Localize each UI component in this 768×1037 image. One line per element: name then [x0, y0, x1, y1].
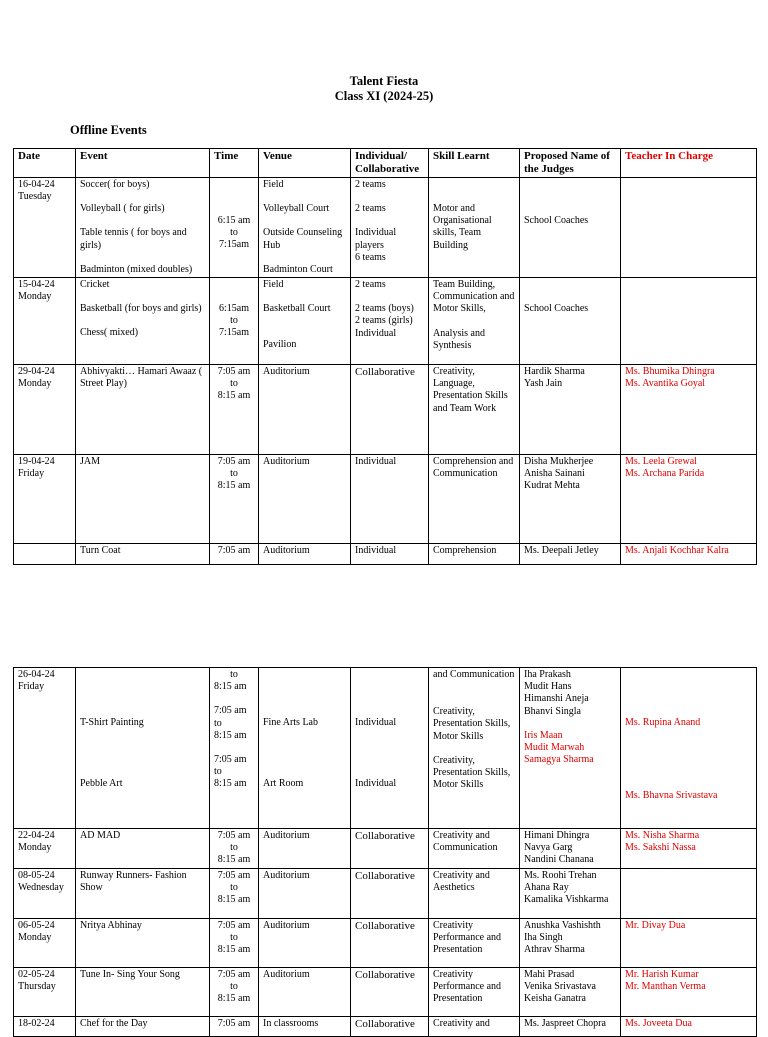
- venue: Fine Arts Lab: [263, 717, 318, 728]
- header-venue: Venue: [259, 149, 351, 178]
- venue: Basketball Court: [263, 303, 331, 315]
- time-cell: [210, 967, 259, 1016]
- judge: Iha Singh: [524, 931, 563, 943]
- type-cell: Collaborative: [351, 829, 429, 869]
- teacher-cell: [621, 829, 757, 869]
- judge: Samagya Sharma: [524, 754, 594, 766]
- events-table-page-1: [13, 148, 757, 565]
- venue-cell: [259, 178, 351, 278]
- skill-cell: Creativity and Communication: [429, 829, 520, 869]
- table-row: [14, 668, 757, 829]
- skill-cell: Creativity and: [429, 1016, 520, 1036]
- type-cell: Collaborative: [351, 967, 429, 1016]
- time-to: to: [230, 669, 238, 680]
- date: 29-04-24: [18, 366, 55, 378]
- time-start: 7:05 am: [217, 456, 251, 468]
- table-row: [14, 1016, 757, 1036]
- time-to: to: [230, 227, 238, 239]
- judges-cell: [520, 967, 621, 1016]
- judges-cell: [520, 365, 621, 455]
- team-info: 2 teams (boys): [355, 303, 414, 315]
- teacher: Ms. Leela Grewal: [625, 456, 697, 468]
- skill: Creativity, Presentation Skills, Motor Skills: [433, 706, 511, 742]
- table-row: [14, 365, 757, 455]
- event-name: Pebble Art: [80, 778, 123, 790]
- event-name: Table tennis ( for boys and girls): [80, 227, 187, 251]
- teacher-cell: [621, 365, 757, 455]
- team-info: 2 teams: [355, 179, 386, 190]
- judge: Mudit Marwah: [524, 742, 585, 754]
- time-start: 7:05 am: [214, 705, 247, 717]
- time-end: 8:15 am: [214, 778, 247, 790]
- time-end: 7:15am: [219, 239, 249, 251]
- venue: Art Room: [263, 778, 304, 790]
- table-row: [14, 868, 757, 918]
- time-end: 7:15am: [219, 327, 249, 339]
- day: Monday: [18, 378, 52, 390]
- judge: Anushka Vashishth: [524, 919, 601, 931]
- day: Friday: [18, 681, 45, 693]
- table-row: [14, 178, 757, 278]
- date-cell: [14, 544, 76, 565]
- judge: Ahana Ray: [524, 881, 569, 893]
- event-name: Chess( mixed): [80, 327, 139, 339]
- time-cell: [210, 918, 259, 967]
- header-event: Event: [76, 149, 210, 178]
- venue: Field: [263, 279, 284, 291]
- venue-cell: Auditorium: [259, 829, 351, 869]
- team-info: 2 teams: [355, 203, 386, 215]
- time-end: 8:15 am: [217, 390, 251, 402]
- time-to: to: [230, 842, 238, 854]
- team-info: 2 teams: [355, 279, 386, 291]
- skill-cell: [429, 278, 520, 365]
- time-cell: [210, 829, 259, 869]
- skill-cell: Creativity Performance and Presentation: [429, 967, 520, 1016]
- venue-cell: [259, 668, 351, 829]
- skill: Analysis and Synthesis: [433, 327, 485, 351]
- skill-cell: [429, 178, 520, 278]
- event-cell: Turn Coat: [76, 544, 210, 565]
- time-start: 7:05 am: [217, 869, 251, 881]
- judge: Kudrat Mehta: [524, 480, 580, 492]
- time-cell: [210, 178, 259, 278]
- judges-cell: [520, 278, 621, 365]
- type-cell: Collaborative: [351, 868, 429, 918]
- time-end: 8:15 am: [217, 854, 251, 866]
- event-cell: Abhivyakti… Hamari Awaaz ( Street Play): [76, 365, 210, 455]
- time-start: 7:05 am: [217, 919, 251, 931]
- time-start: 7:05 am: [217, 366, 251, 378]
- teacher: Mr. Manthan Verma: [625, 980, 706, 992]
- time-cell: [210, 868, 259, 918]
- time-to: to: [230, 980, 238, 992]
- header-row: [14, 149, 757, 178]
- judge: Venika Srivastava: [524, 980, 596, 992]
- type-cell: [351, 178, 429, 278]
- table-row: [14, 278, 757, 365]
- type-cell: [351, 278, 429, 365]
- date-cell: [14, 278, 76, 365]
- teacher-cell: [621, 278, 757, 365]
- skill: Motor and Organisational skills, Team Building: [433, 203, 492, 251]
- document-title: Talent Fiesta: [349, 74, 419, 88]
- judges-cell: [520, 868, 621, 918]
- type-cell: Individual: [351, 455, 429, 544]
- date-cell: [14, 455, 76, 544]
- event-name: Volleyball ( for girls): [80, 203, 165, 215]
- day: Wednesday: [18, 881, 64, 893]
- teacher: Ms. Sakshi Nassa: [625, 842, 696, 854]
- table-row: [14, 967, 757, 1016]
- event-cell: Nritya Abhinay: [76, 918, 210, 967]
- document-subtitle: Class XI (2024-25): [334, 89, 434, 103]
- judges-cell: Ms. Jaspreet Chopra: [520, 1016, 621, 1036]
- date-cell: [14, 668, 76, 829]
- time-end: 8:15 am: [217, 944, 251, 956]
- event-name: Badminton (mixed doubles): [80, 263, 193, 275]
- judge: Mudit Hans: [524, 681, 572, 693]
- teacher: Ms. Bhavna Srivastava: [625, 790, 718, 802]
- judge: Kamalika Vishkarma: [524, 894, 609, 906]
- judge: Navya Garg: [524, 842, 573, 854]
- venue-cell: Auditorium: [259, 868, 351, 918]
- skill-cell: Creativity and Aesthetics: [429, 868, 520, 918]
- type-cell: [351, 668, 429, 829]
- time-to: to: [230, 931, 238, 943]
- event-cell: AD MAD: [76, 829, 210, 869]
- judges: School Coaches: [524, 303, 589, 315]
- type-cell: Collaborative: [351, 1016, 429, 1036]
- team-info: Individual: [355, 327, 397, 339]
- judges-cell: [520, 178, 621, 278]
- event-cell: Chef for the Day: [76, 1016, 210, 1036]
- venue-cell: [259, 278, 351, 365]
- skill-cell: Creativity Performance and Presentation: [429, 918, 520, 967]
- time-cell: [210, 278, 259, 365]
- teacher-cell: Ms. Joveeta Dua: [621, 1016, 757, 1036]
- teacher-cell: [621, 455, 757, 544]
- judges-cell: [520, 918, 621, 967]
- teacher-cell: [621, 178, 757, 278]
- day: Monday: [18, 291, 52, 303]
- header-judges: Proposed Name of the Judges: [520, 149, 621, 178]
- event-cell: Tune In- Sing Your Song: [76, 967, 210, 1016]
- day: Friday: [18, 468, 45, 480]
- type-cell: Individual: [351, 544, 429, 565]
- teacher: Ms. Avantika Goyal: [625, 378, 706, 390]
- table-row: [14, 455, 757, 544]
- event-cell: [76, 178, 210, 278]
- event-name: Soccer( for boys): [80, 179, 150, 190]
- skill-cell: [429, 668, 520, 829]
- time-to: to: [214, 717, 222, 729]
- venue: Field: [263, 179, 284, 190]
- type-cell: Collaborative: [351, 365, 429, 455]
- team-info: Individual players: [355, 227, 397, 251]
- teacher: Mr. Harish Kumar: [625, 968, 699, 980]
- skill-cell: Creativity, Language, Presentation Skills and Team Work: [429, 365, 520, 455]
- judge: Anisha Sainani: [524, 468, 585, 480]
- teacher-cell: [621, 967, 757, 1016]
- event-name: T-Shirt Painting: [80, 717, 144, 728]
- judge: Iha Prakash: [524, 669, 571, 680]
- date-cell: [14, 967, 76, 1016]
- skill-cell: Comprehension and Communication: [429, 455, 520, 544]
- time-start: 7:05 am: [217, 830, 251, 841]
- teacher-cell: [621, 868, 757, 918]
- judge: Himani Dhingra: [524, 830, 590, 841]
- time-to: to: [230, 881, 238, 893]
- teacher: Ms. Bhumika Dhingra: [625, 366, 715, 378]
- teacher: Ms. Nisha Sharma: [625, 830, 700, 841]
- time-cell: [210, 668, 259, 829]
- event-cell: [76, 668, 210, 829]
- event-name: Basketball (for boys and girls): [80, 303, 202, 315]
- time-cell: [210, 455, 259, 544]
- day: Thursday: [18, 980, 56, 992]
- date-cell: [14, 918, 76, 967]
- time-end: 8:15 am: [217, 894, 251, 906]
- judge: Himanshi Aneja: [524, 693, 589, 705]
- document-title-block: [0, 74, 768, 104]
- skill: Team Building, Communication and Motor Skills,: [433, 279, 515, 315]
- time-end: 8:15 am: [217, 480, 251, 492]
- team-info: 2 teams (girls): [355, 315, 413, 327]
- date: 16-04-24: [18, 179, 55, 190]
- venue: Badminton Court: [263, 263, 333, 275]
- table-row: [14, 544, 757, 565]
- date-cell: [14, 868, 76, 918]
- teacher: Ms. Archana Parida: [625, 468, 705, 480]
- judge: Mahi Prasad: [524, 968, 575, 980]
- judge: Bhanvi Singla: [524, 705, 581, 717]
- time-to: to: [230, 315, 238, 327]
- header-time: Time: [210, 149, 259, 178]
- venue-cell: Auditorium: [259, 967, 351, 1016]
- type: Individual: [355, 778, 397, 790]
- event-name: Cricket: [80, 279, 110, 291]
- table-row: [14, 829, 757, 869]
- judge: Keisha Ganatra: [524, 993, 586, 1005]
- judges-cell: [520, 668, 621, 829]
- judge: Nandini Chanana: [524, 854, 594, 866]
- judge: Ms. Roohi Trehan: [524, 869, 597, 881]
- venue: Volleyball Court: [263, 203, 330, 215]
- date-cell: [14, 365, 76, 455]
- time-to: to: [230, 468, 238, 480]
- date: 02-05-24: [18, 968, 55, 980]
- event-cell: JAM: [76, 455, 210, 544]
- day: Monday: [18, 842, 52, 854]
- venue: Outside Counseling Hub: [263, 227, 343, 251]
- day: Tuesday: [18, 191, 52, 203]
- skill: and Communication: [433, 669, 515, 680]
- teacher: Mr. Divay Dua: [625, 919, 686, 931]
- table-row: [14, 918, 757, 967]
- type: Individual: [355, 717, 397, 728]
- judge: Athrav Sharma: [524, 944, 585, 956]
- judge: Yash Jain: [524, 378, 563, 390]
- venue-cell: In classrooms: [259, 1016, 351, 1036]
- event-cell: [76, 278, 210, 365]
- time-end: 8:15 am: [214, 681, 247, 693]
- header-teacher: Teacher In Charge: [621, 149, 757, 178]
- time-end: 8:15 am: [214, 729, 247, 741]
- venue-cell: Auditorium: [259, 918, 351, 967]
- date-cell: [14, 829, 76, 869]
- skill: Creativity, Presentation Skills, Motor Skills: [433, 754, 511, 791]
- time-cell: 7:05 am: [210, 544, 259, 565]
- judges-cell: [520, 829, 621, 869]
- time-start: 6:15am: [219, 303, 249, 315]
- date: 06-05-24: [18, 919, 55, 931]
- date: 08-05-24: [18, 869, 55, 881]
- teacher-cell: [621, 668, 757, 829]
- header-type: Individual/ Collaborative: [351, 149, 429, 178]
- time-start: 7:05 am: [214, 754, 247, 766]
- date: 26-04-24: [18, 669, 55, 680]
- judge: Iris Maan: [524, 729, 563, 741]
- day: Monday: [18, 931, 52, 943]
- date: 19-04-24: [18, 456, 55, 468]
- time-start: 6:15 am: [217, 215, 251, 226]
- venue-cell: Auditorium: [259, 544, 351, 565]
- time-start: 7:05 am: [217, 968, 251, 980]
- date: 15-04-24: [18, 279, 55, 291]
- judges-cell: Ms. Deepali Jetley: [520, 544, 621, 565]
- teacher-cell: Ms. Anjali Kochhar Kalra: [621, 544, 757, 565]
- time-cell: 7:05 am: [210, 1016, 259, 1036]
- event-cell: Runway Runners- Fashion Show: [76, 868, 210, 918]
- date-cell: [14, 178, 76, 278]
- team-info: 6 teams: [355, 251, 386, 263]
- time-cell: [210, 365, 259, 455]
- date-cell: 18-02-24: [14, 1016, 76, 1036]
- venue-cell: Auditorium: [259, 365, 351, 455]
- venue-cell: Auditorium: [259, 455, 351, 544]
- header-date: Date: [14, 149, 76, 178]
- time-to: to: [230, 378, 238, 390]
- judge: Hardik Sharma: [524, 366, 585, 378]
- date: 22-04-24: [18, 830, 55, 841]
- venue: Pavilion: [263, 339, 297, 351]
- type-cell: Collaborative: [351, 918, 429, 967]
- events-table-page-2: [13, 667, 757, 1037]
- teacher: Ms. Rupina Anand: [625, 717, 701, 728]
- teacher-cell: [621, 918, 757, 967]
- time-to: to: [214, 766, 222, 778]
- time-end: 8:15 am: [217, 993, 251, 1005]
- skill-cell: Comprehension: [429, 544, 520, 565]
- judge: Disha Mukherjee: [524, 456, 594, 468]
- section-heading: Offline Events: [70, 123, 147, 137]
- judges-cell: [520, 455, 621, 544]
- judges: School Coaches: [524, 215, 589, 226]
- header-skill: Skill Learnt: [429, 149, 520, 178]
